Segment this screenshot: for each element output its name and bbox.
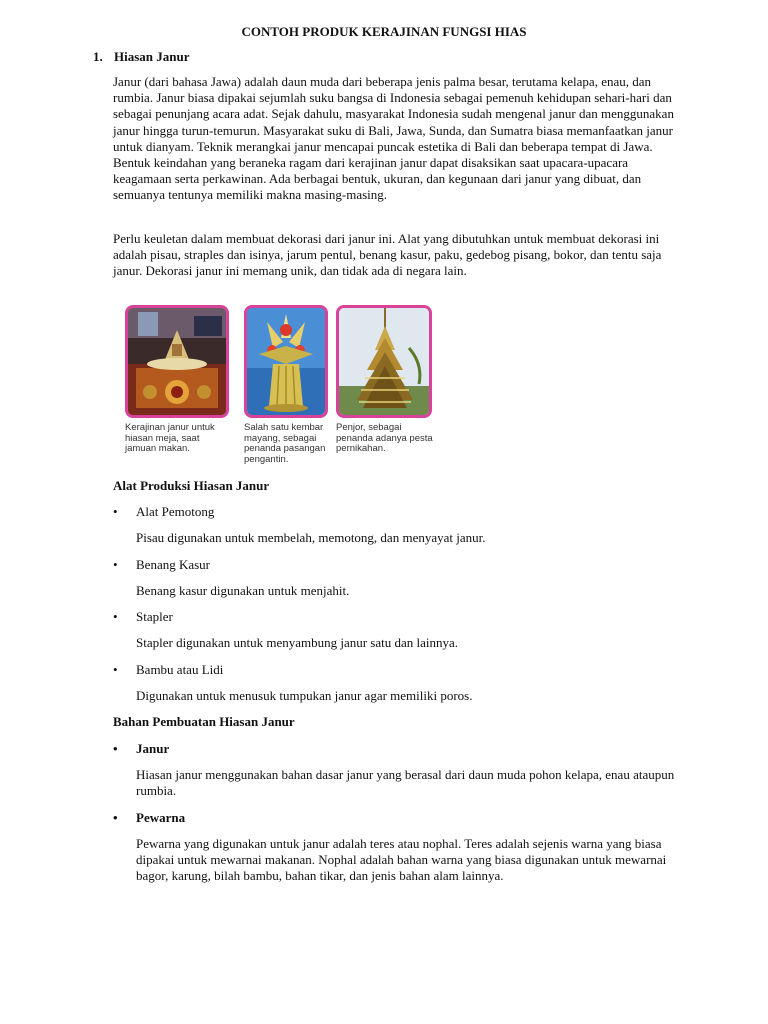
list-item-tool: [113, 662, 223, 678]
material-description: Pewarna yang digunakan untuk janur adalah teres atau nophal. Teres adalah sejenis warna yang biasa dipakai untuk mewarnai makanan. Nophal adalah bahan warna yang biasa digunakan untuk mewarnai bagor, karung, bilah bambu, bahan tikar, dan jenis bahan alam lainnya.: [136, 836, 667, 884]
list-item-material: [113, 810, 185, 826]
list-item-tool: [113, 557, 210, 573]
tool-description: Pisau digunakan untuk membelah, memotong, dan menyayat janur.: [136, 530, 486, 545]
figure-strip: [120, 305, 440, 465]
material-name: Janur: [136, 741, 170, 756]
tool-description: Benang kasur digunakan untuk menjahit.: [136, 583, 350, 598]
photo-kembar-mayang: [244, 305, 328, 418]
section-number: 1.: [93, 49, 103, 64]
tool-name: Benang Kasur: [136, 557, 211, 572]
tool-name: Alat Pemotong: [136, 504, 215, 519]
section-heading-text: Hiasan Janur: [114, 49, 190, 64]
paragraph-intro: Janur (dari bahasa Jawa) adalah daun muda dari beberapa jenis palma besar, terutama kelapa, enau, dan rumbia. Janur biasa dipakai sejumlah suku bangsa di Indonesia sebagai pemenuh kehidupan sehari-hari dan sebagai penunjang acara adat. Sejak dahulu, masyarakat Indonesia sudah mengenal janur dan menggunakan janur hingga turun-temurun. Masyarakat suku di Bali, Jawa, Sunda, dan Sumatra biasa memanfaatkan janur untuk dianyam. Teknik merangkai janur mencapai puncak estetika di Bali dan beberapa tempat di Jawa. Bentuk keindahan yang beraneka ragam dari kerajinan janur dapat disaksikan saat upacara-upacara keagamaan serta perkawinan. Ada berbagai bentuk, ukuran, dan kegunaan dari janur yang dibuat, dan semuanya tentunya memiliki makna masing-masing.: [113, 74, 674, 203]
figure-table-decoration: [125, 305, 229, 455]
page-title: CONTOH PRODUK KERAJINAN FUNGSI HIAS: [241, 24, 527, 39]
tool-description: Digunakan untuk menusuk tumpukan janur agar memiliki poros.: [136, 688, 473, 703]
material-description: Hiasan janur menggunakan bahan dasar janur yang berasal dari daun muda pohon kelapa, enau ataupun rumbia.: [136, 767, 675, 799]
heading-materials: Bahan Pembuatan Hiasan Janur: [113, 714, 295, 729]
tool-name: Stapler: [136, 609, 173, 624]
paragraph-tools-intro: Perlu keuletan dalam membuat dekorasi dari janur ini. Alat yang dibutuhkan untuk membuat dekorasi ini adalah pisau, straples dan isinya, jarum pentul, benang kasur, paku, gedebog pisang, bokor, dan tentu saja janur. Dekorasi janur ini memang unik, dan tidak ada di negara lain.: [113, 231, 662, 279]
bullet-marker: •: [113, 504, 118, 519]
material-name: Pewarna: [136, 810, 186, 825]
section-heading-hiasan-janur: [93, 49, 190, 65]
bullet-marker: •: [113, 662, 118, 677]
figure-caption: Salah satu kembar mayang, sebagai penanda pasangan pengantin.: [244, 422, 326, 465]
photo-table-decoration: [125, 305, 229, 418]
bullet-marker: •: [113, 810, 118, 825]
list-item-material: [113, 741, 169, 757]
kembar-mayang-image: [247, 308, 325, 415]
heading-tools: Alat Produksi Hiasan Janur: [113, 478, 270, 493]
figure-caption: Penjor, sebagai penanda adanya pesta pernikahan.: [336, 422, 433, 454]
figure-penjor: [336, 305, 436, 455]
tool-name: Bambu atau Lidi: [136, 662, 224, 677]
photo-penjor: [336, 305, 432, 418]
bullet-marker: •: [113, 557, 118, 572]
list-item-tool: [113, 609, 173, 625]
bullet-marker: •: [113, 609, 118, 624]
figure-kembar-mayang: [244, 305, 344, 465]
table-decoration-image: [128, 308, 226, 415]
penjor-image: [339, 308, 429, 415]
tool-description: Stapler digunakan untuk menyambung janur satu dan lainnya.: [136, 635, 459, 650]
figure-caption: Kerajinan janur untuk hiasan meja, saat jamuan makan.: [125, 422, 215, 454]
bullet-marker: •: [113, 741, 118, 756]
list-item-tool: [113, 504, 214, 520]
